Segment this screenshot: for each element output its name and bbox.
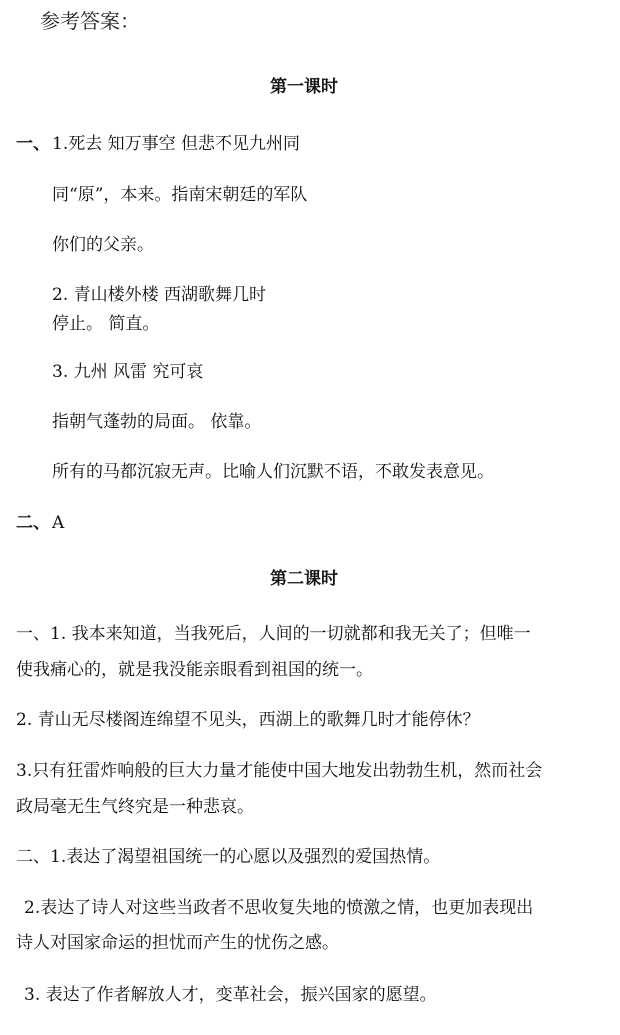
lesson1-part2-label: 二、 bbox=[16, 513, 50, 533]
lesson2-line-8: 诗人对国家命运的担忧而产生的忧伤之感。 bbox=[16, 933, 339, 953]
lesson2-title: 第二课时 bbox=[270, 569, 338, 589]
lesson1-line-6: 3. 九州 风雷 究可哀 bbox=[52, 362, 204, 382]
page-heading: 参考答案： bbox=[40, 9, 140, 33]
lesson1-line-3: 你们的父亲。 bbox=[52, 235, 154, 255]
lesson2-line-6: 二、1.表达了渴望祖国统一的心愿以及强烈的爱国热情。 bbox=[16, 847, 441, 867]
lesson1-line-5: 停止。 简直。 bbox=[52, 314, 160, 334]
lesson1-line-8: 所有的马都沉寂无声。比喻人们沉默不语，不敢发表意见。 bbox=[52, 462, 494, 482]
lesson2-line-4: 3.只有狂雷炸响般的巨大力量才能使中国大地发出勃勃生机，然而社会 bbox=[16, 761, 543, 781]
lesson1-line-4: 2. 青山楼外楼 西湖歌舞几时 bbox=[52, 285, 267, 305]
lesson1-line-1: 1.死去 知万事空 但悲不见九州同 bbox=[52, 134, 301, 154]
lesson1-line-2: 同“原”，本来。指南宋朝廷的军队 bbox=[52, 185, 308, 205]
lesson2-line-1: 一、1. 我本来知道，当我死后，人间的一切就都和我无关了；但唯一 bbox=[16, 624, 531, 644]
lesson2-line-9: 3. 表达了作者解放人才，变革社会，振兴国家的愿望。 bbox=[24, 985, 437, 1005]
lesson1-part1-label: 一、 bbox=[16, 134, 50, 154]
lesson1-title: 第一课时 bbox=[270, 77, 338, 97]
lesson2-line-2: 使我痛心的，就是我没能亲眼看到祖国的统一。 bbox=[16, 660, 373, 680]
lesson1-line-7: 指朝气蓬勃的局面。 依靠。 bbox=[52, 412, 262, 432]
lesson1-part2-answer: A bbox=[52, 513, 65, 533]
lesson2-line-3: 2. 青山无尽楼阁连绵望不见头，西湖上的歌舞几时才能停休？ bbox=[16, 710, 480, 730]
lesson2-line-5: 政局毫无生气终究是一种悲哀。 bbox=[16, 797, 254, 817]
lesson2-line-7: 2.表达了诗人对这些当政者不思收复失地的愤激之情，也更加表现出 bbox=[24, 898, 534, 918]
